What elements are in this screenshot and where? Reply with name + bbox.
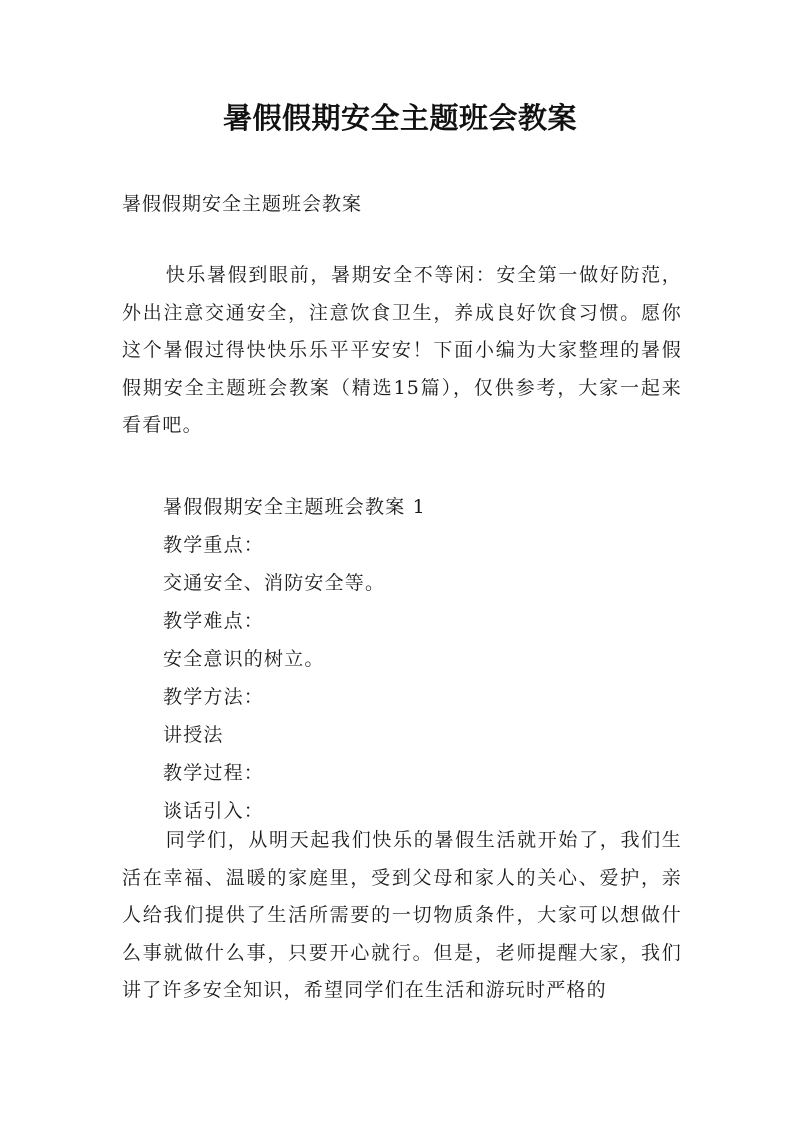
body-paragraph: 同学们，从明天起我们快乐的暑假生活就开始了，我们生活在幸福、温暖的家庭里，受到父母和家人的关心、爱护，亲人给我们提供了生活所需要的一切物质条件，大家可以想做什么事就做什么事，只要开心就行。但是，老师提醒大家，我们讲了许多安全知识，希望同学们在生活和游玩时严格的 (122, 829, 682, 1001)
intro-paragraph: 快乐暑假到眼前，暑期安全不等闲：安全第一做好防范，外出注意交通安全，注意饮食卫生，养成良好饮食习惯。愿你这个暑假过得快快乐乐平平安安！下面小编为大家整理的暑假假期安全主题班会教案（精选15篇），仅供参考，大家一起来看看吧。 (122, 264, 682, 436)
outline-line: 教学方法： (163, 686, 265, 708)
outline-line: 教学难点： (163, 610, 265, 632)
outline-line: 交通安全、消防安全等。 (163, 572, 386, 594)
section-heading: 暑假假期安全主题班会教案 1 (163, 496, 426, 518)
outline-line: 教学过程： (163, 762, 265, 784)
document-title: 暑假假期安全主题班会教案 (222, 101, 577, 135)
lesson-outline (163, 488, 683, 830)
outline-line: 教学重点： (163, 534, 265, 556)
outline-line: 讲授法 (163, 724, 224, 746)
outline-line: 安全意识的树立。 (163, 648, 325, 670)
document-subtitle: 暑假假期安全主题班会教案 (122, 193, 363, 215)
outline-line: 谈话引入： (163, 800, 265, 822)
